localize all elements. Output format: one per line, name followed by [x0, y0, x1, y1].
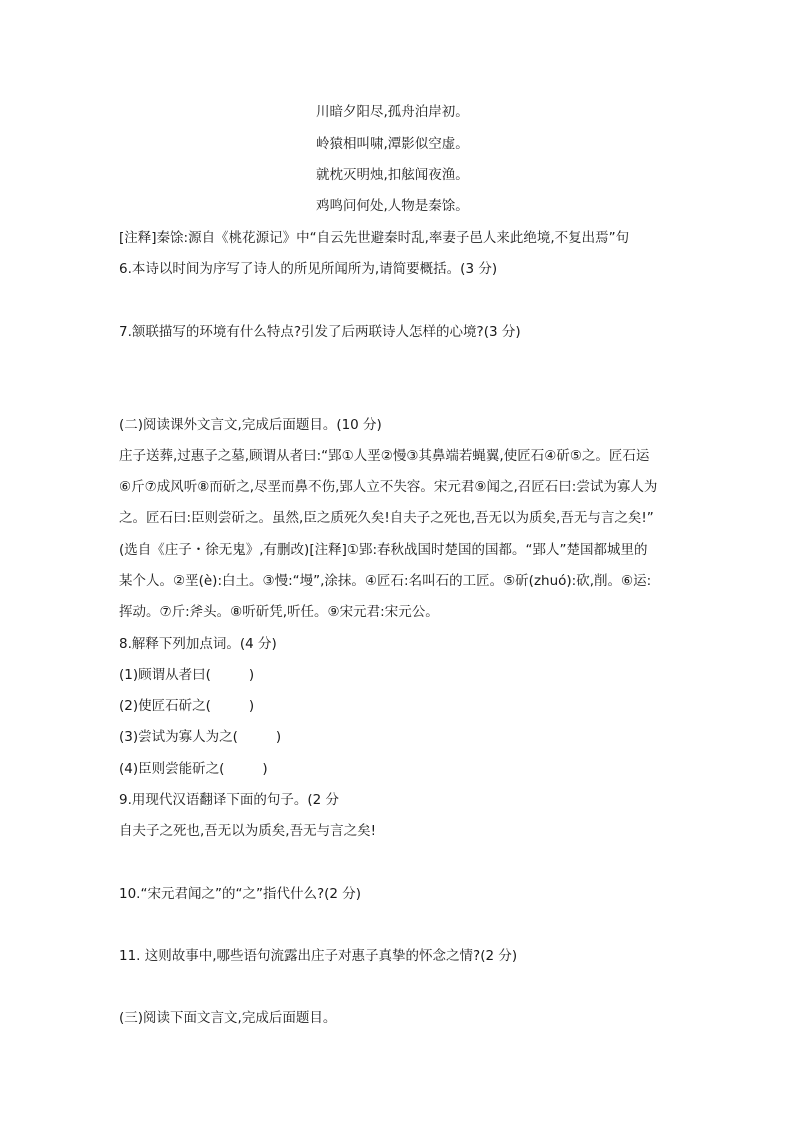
q8-item-4 — [119, 759, 268, 779]
question-9-sentence: 自夫子之死也,吾无以为质矣,吾无与言之矣! — [119, 823, 376, 839]
poem-line-2: 岭猿相叫啸,潭影似空虚。 — [316, 136, 469, 152]
q8-item-4-close: ) — [262, 761, 268, 777]
poem-line-4: 鸡鸣问何处,人物是秦馀。 — [316, 198, 469, 214]
passage-line-6: 挥动。⑦斤:斧头。⑧听斫凭,听任。⑨宋元君:宋元公。 — [119, 604, 439, 620]
section-3-title: (三)阅读下面文言文,完成后面题目。 — [119, 1010, 337, 1026]
q8-item-2-text: (2)使匠石斫之( — [119, 698, 211, 714]
q8-item-4-text: (4)臣则尝能斫之( — [119, 761, 225, 777]
passage-line-1: 庄子送葬,过惠子之墓,顾谓从者曰:“郢①人垩②慢③其鼻端若蝇翼,使匠石④斫⑤之。匠石运 — [119, 448, 650, 464]
poem-note: [注释]秦馀:源自《桃花源记》中“自云先世避秦时乱,率妻子邑人来此绝境,不复出焉”句 — [119, 230, 630, 246]
question-8: 8.解释下列加点词。(4 分) — [119, 636, 277, 652]
question-9: 9.用现代汉语翻译下面的句子。(2 分 — [119, 792, 340, 808]
question-7: 7.颔联描写的环境有什么特点?引发了后两联诗人怎样的心境?(3 分) — [119, 324, 521, 340]
passage-line-4: (选自《庄子・徐无鬼》,有删改)[注释]①郢:春秋战国时楚国的国都。“郢人”楚国都城里的 — [119, 542, 648, 558]
q8-item-3 — [119, 727, 281, 747]
passage-line-3: 之。匠石曰:臣则尝斫之。虽然,臣之质死久矣!自夫子之死也,吾无以为质矣,吾无与言之矣!” — [119, 510, 654, 526]
q8-item-3-close: ) — [275, 729, 282, 745]
q8-item-2 — [119, 696, 254, 716]
q8-item-1-close: ) — [248, 667, 255, 683]
poem-line-1: 川暗夕阳尽,孤舟泊岸初。 — [316, 104, 469, 120]
q8-item-3-text: (3)尝试为寡人为之( — [119, 729, 238, 745]
passage-line-5: 某个人。②垩(è):白土。③慢:“墁”,涂抹。④匠石:名叫石的工匠。⑤斫(zhuó):砍,削。⑥运: — [119, 573, 652, 589]
question-11: 11. 这则故事中,哪些语句流露出庄子对惠子真挚的怀念之情?(2 分) — [119, 948, 518, 964]
section-2-title: (二)阅读课外文言文,完成后面题目。(10 分) — [119, 417, 382, 433]
poem-line-3: 就枕灭明烛,扣舷闻夜渔。 — [316, 167, 469, 183]
q8-item-1 — [119, 665, 254, 685]
passage-line-2: ⑥斤⑦成风听⑧而斫之,尽垩而鼻不伤,郢人立不失容。宋元君⑨闻之,召匠石曰:尝试为寡人为 — [119, 479, 658, 495]
q8-item-1-text: (1)顾谓从者曰( — [119, 667, 211, 683]
question-6: 6.本诗以时间为序写了诗人的所见所闻所为,请简要概括。(3 分) — [119, 261, 498, 277]
question-10: 10.“宋元君闻之”的“之”指代什么?(2 分) — [119, 886, 362, 902]
q8-item-2-close: ) — [248, 698, 255, 714]
